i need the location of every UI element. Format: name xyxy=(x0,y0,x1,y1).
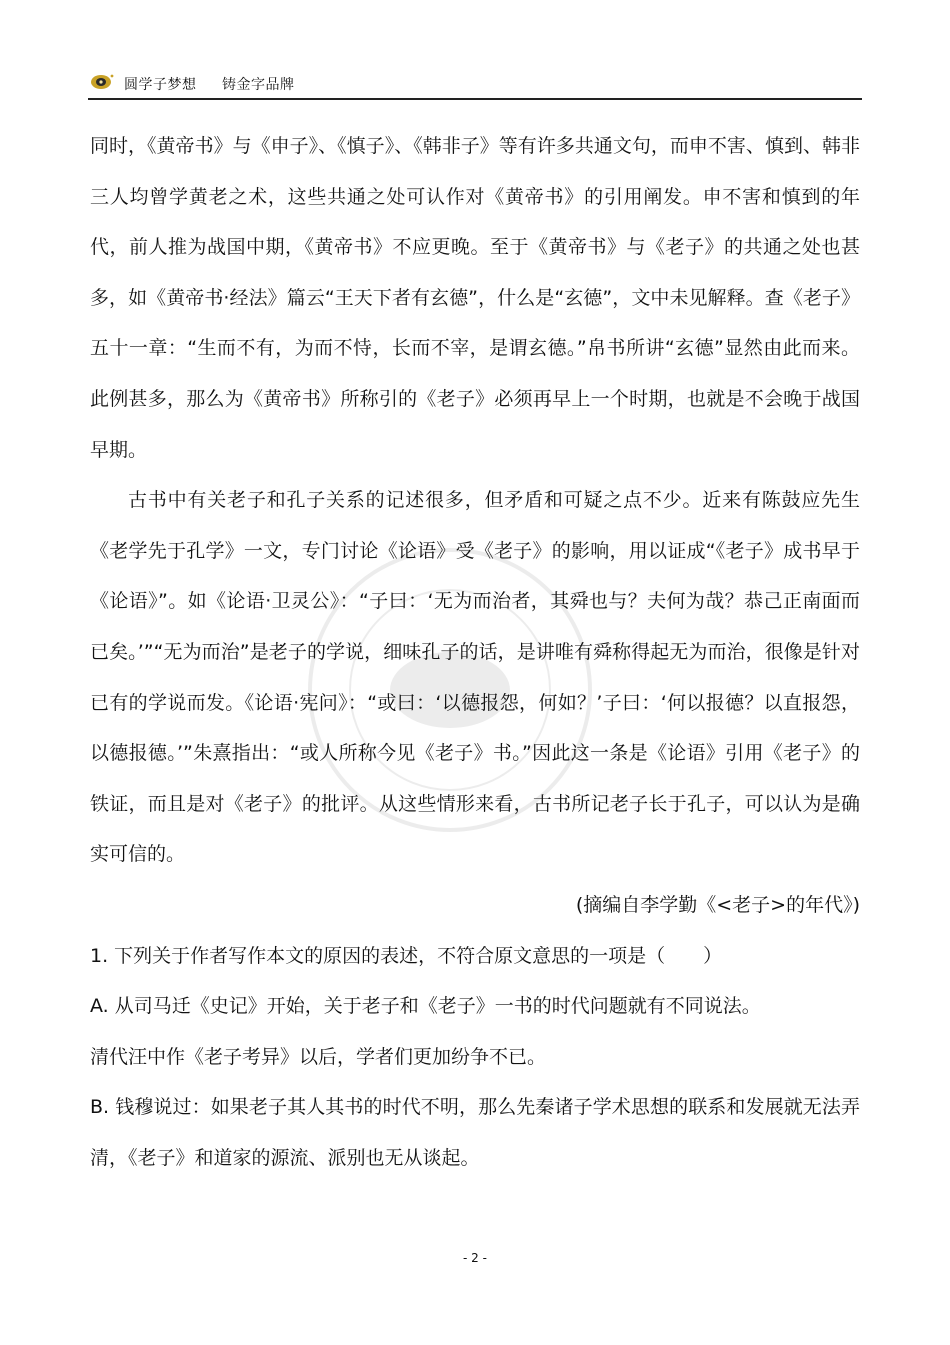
brand-logo-icon xyxy=(90,72,114,90)
paragraph-1: 同时，《黄帝书》与《申子》、《慎子》、《韩非子》等有许多共通文句，而申不害、慎到、韩非三人均曾学黄老之术，这些共通之处可认作对《黄帝书》的引用阐发。申不害和慎到的年代，前人推为战国中期，《黄帝书》不应更晚。至于《黄帝书》与《老子》的共通之处也甚多，如《黄帝书·经法》篇云“王天下者有玄德”，什么是“玄德”，文中未见解释。查《老子》五十一章：“生而不有，为而不恃，长而不宰，是谓玄德。”帛书所讲“玄德”显然由此而来。此例甚多，那么为《黄帝书》所称引的《老子》必须再早上一个时期，也就是不会晚于战国早期。 xyxy=(90,135,860,461)
option-b: B. 钱穆说过：如果老子其人其书的时代不明，那么先秦诸子学术思想的联系和发展就无法弄清，《老子》和道家的源流、派别也无从谈起。 xyxy=(90,1096,860,1169)
page-header xyxy=(88,68,862,100)
option-a-line1: A. 从司马迁《史记》开始，关于老子和《老子》一书的时代问题就有不同说法。 xyxy=(90,995,761,1018)
option-a-line2: 清代汪中作《老子考异》以后，学者们更加纷争不已。 xyxy=(90,1045,547,1068)
paragraph-2: 古书中有关老子和孔子关系的记述很多，但矛盾和可疑之点不少。近来有陈鼓应先生《老学先于孔学》一文，专门讨论《论语》受《老子》的影响，用以证成“《老子》成书早于《论语》”。如《论语·卫灵公》：“子曰：‘无为而治者，其舜也与？夫何为哉？恭己正南面而已矣。’”“无为而治”是老子的学说，细味孔子的话，是讲唯有舜称得起无为而治，很像是针对已有的学说而发。《论语·宪问》：“或曰：‘以德报怨，何如？’子曰：‘何以报德？以直报怨，以德报德。’”朱熹指出：“或人所称今见《老子》书。”因此这一条是《论语》引用《老子》的铁证，而且是对《老子》的批评。从这些情形来看，古书所记老子长于孔子，可以认为是确实可信的。 xyxy=(90,489,860,866)
question-stem: 1. 下列关于作者写作本文的原因的表述，不符合原文意思的一项是（ ） xyxy=(90,944,723,967)
source-citation: (摘编自李学勤《<老子>的年代》) xyxy=(575,893,860,916)
brand-slogan: 铸金字品牌 xyxy=(222,77,295,93)
brand-name: 圆学子梦想 xyxy=(124,77,197,93)
page-number: - 2 - xyxy=(463,1251,487,1265)
article-body xyxy=(90,121,860,1183)
